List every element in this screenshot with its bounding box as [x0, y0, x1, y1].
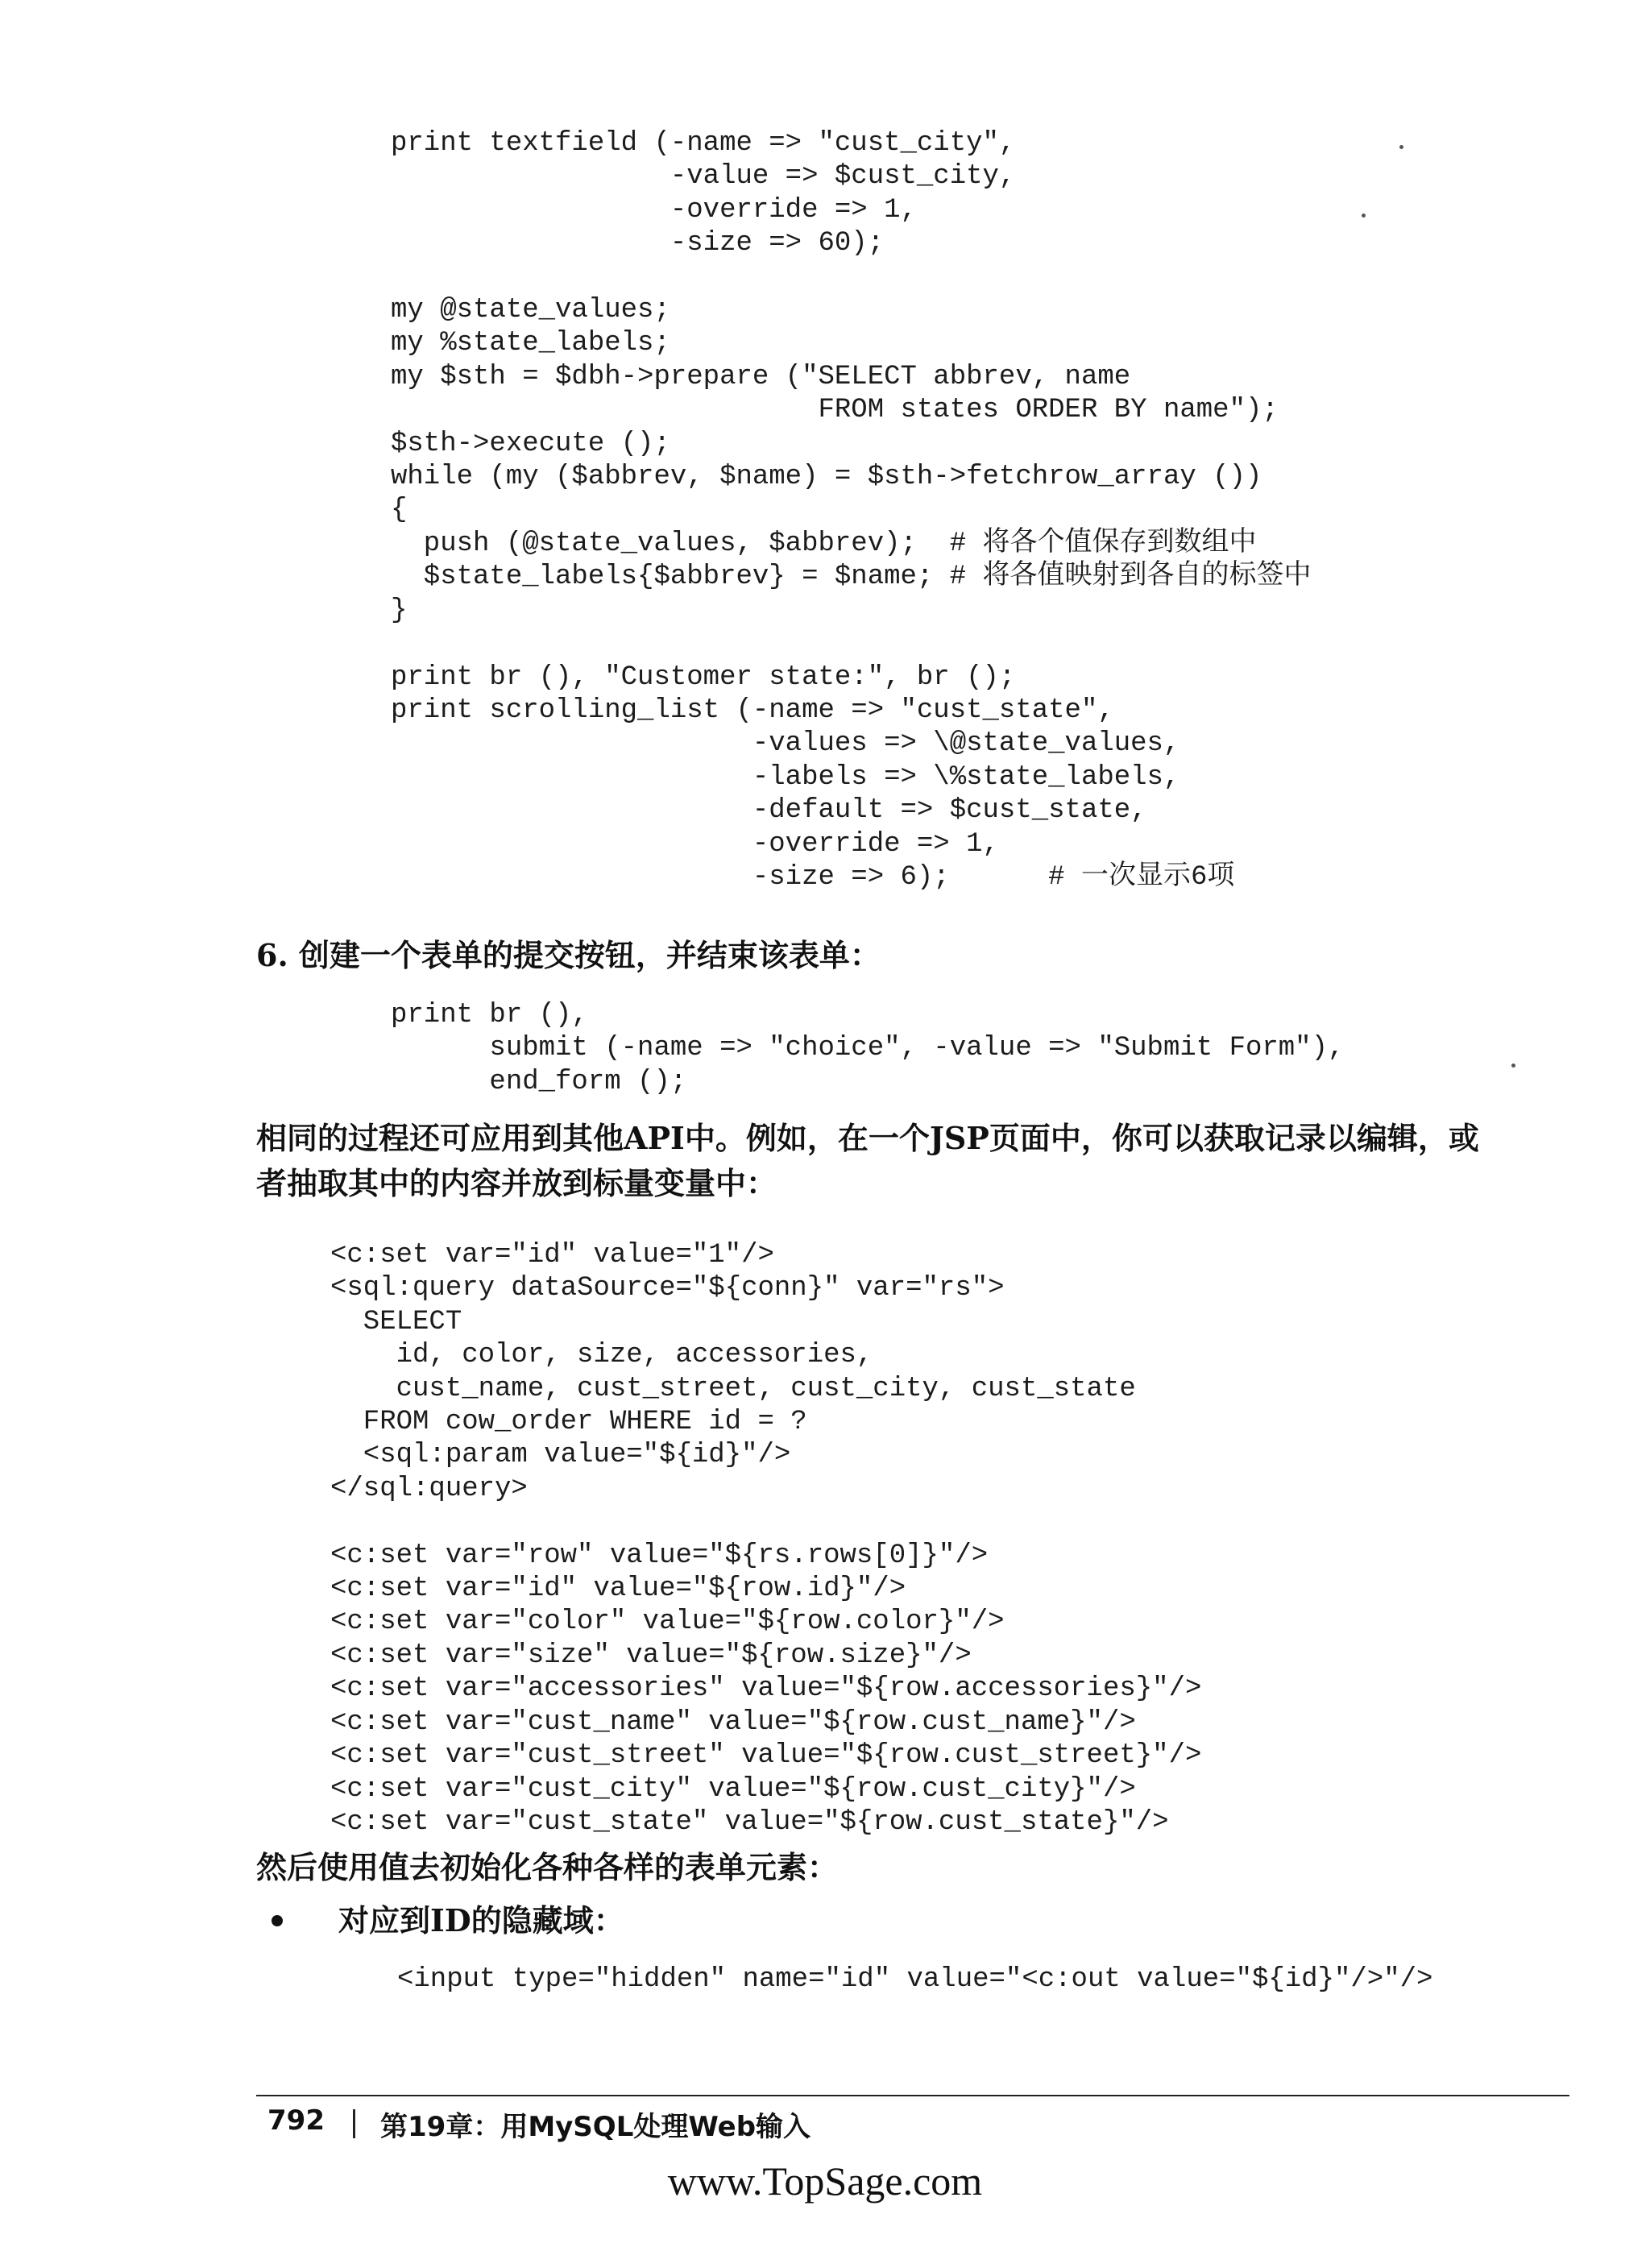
paragraph-line-2: 者抽取其中的内容并放到标量变量中：	[256, 1165, 777, 1201]
code-block-jsp: <c:set var="id" value="1"/> <sql:query dataSource="${conn}" var="rs"> SELECT id, color, size, accessories, cust_name, cust_street, cust_city, cust_state FROM cow_order WHERE id = ? <sql:param value="${id}"/> </sql:query> <c:set var="row" value="${rs.rows[0]}"/> <c:set var="id" value="${row.id}"/> <c:set var="color" value="${row.color}"/> <c:set var="size" value="${row.size}"/> <c:set var="accessories" value="${row.accessories}"/> <c:set var="cust_name" value="${row.cust_name}"/> <c:set var="cust_street" value="${row.cust_street}"/> <c:set var="cust_city" value="${row.cust_city}"/> <c:set var="cust_state" value="${row.cust_state}"/>	[330, 1240, 1202, 1838]
chapter-title: 第19章：用MySQL处理Web输入	[380, 2111, 811, 2143]
code-block-perl-form: print textfield (-name => "cust_city", -value => $cust_city, -override => 1, -size => 60); my @state_values; my %state_labels; my $sth = $dbh->prepare ("SELECT abbrev, name FROM states ORDER BY name"); $sth->execute (); while (my ($abbrev, $name) = $sth->fetchrow_array ()) { push (@state_values, $abbrev); # 将各个值保存到数组中 $state_labels{$abbrev} = $name; # 将各值映射到各自的标签中 } print br (), "Customer state:", br (); print scrolling_list (-name => "cust_state", -values => \@state_values, -labels => \%state_labels, -default => $cust_state, -override => 1, -size => 6); # 一次显示6项	[391, 128, 1312, 893]
paragraph-init-elements: 然后使用值去初始化各种各样的表单元素：	[256, 1849, 839, 1885]
footer-separator	[353, 2109, 355, 2138]
page-number: 792	[267, 2104, 325, 2137]
bullet-hidden-id: 对应到ID的隐藏域：	[338, 1902, 624, 1938]
bullet-icon	[272, 1915, 283, 1926]
scan-speck	[1399, 145, 1403, 149]
watermark-url: www.TopSage.com	[667, 2158, 983, 2204]
scan-speck	[1511, 1064, 1515, 1068]
code-block-hidden-input: <input type="hidden" name="id" value="<c:out value="${id}"/>"/>	[397, 1964, 1433, 1995]
code-block-submit: print br (), submit (-name => "choice", -value => "Submit Form"), end_form ();	[391, 1000, 1345, 1097]
footer-divider	[256, 2095, 1569, 2096]
scan-speck	[1362, 214, 1366, 218]
step-6-heading: 6. 创建一个表单的提交按钮，并结束该表单：	[256, 937, 881, 973]
paragraph-line-1: 相同的过程还可应用到其他API中。例如，在一个JSP页面中，你可以获取记录以编辑，或	[256, 1120, 1479, 1156]
paragraph-jsp-intro	[256, 1116, 1577, 1206]
